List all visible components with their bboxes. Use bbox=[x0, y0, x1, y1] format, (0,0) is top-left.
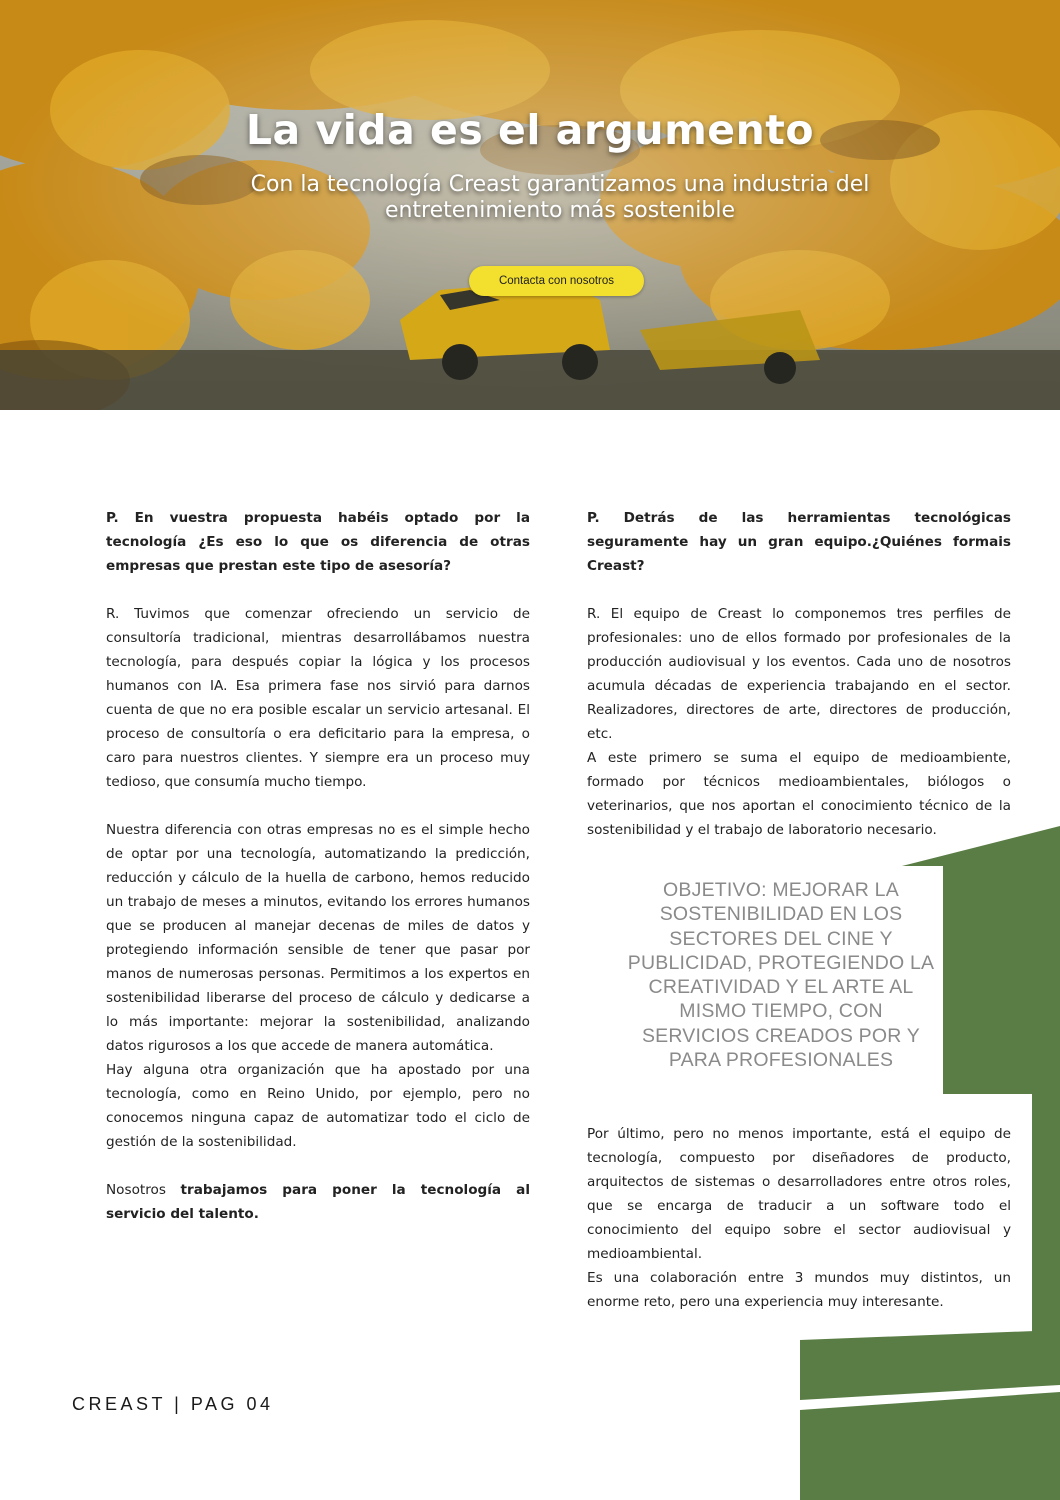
green-shape-band-1 bbox=[800, 1330, 1060, 1400]
green-shape-side bbox=[943, 866, 1060, 1094]
right-answer-paragraph-3: Por último, pero no menos importante, está el equipo de tecnología, compuesto por diseñadores de producto, arquitectos de sistemas o desarrolladores entre otros roles, que se encarga de traducir a un software todo el conocimiento del equipo sobre el sector audiovisual y medioambiental. bbox=[587, 1126, 1011, 1262]
objective-callout: OBJETIVO: MEJORAR LA SOSTENIBILIDAD EN LOS SECTORES DEL CINE Y PUBLICIDAD, PROTEGIENDO LA CREATIVIDAD Y EL ARTE AL MISMO TIEMPO, CON SERVICIOS CREADOS POR Y PARA PROFESIONALES bbox=[627, 879, 935, 1072]
right-answer-paragraph-1: R. El equipo de Creast lo componemos tres perfiles de profesionales: uno de ellos formado por profesionales de la producción audiovisual y los eventos. Cada uno de nosotros acumula décadas de experiencia trabajando en el sector. Realizadores, directores de arte, directores de producción, etc. bbox=[587, 606, 1011, 742]
right-answer-paragraph-4: Es una colaboración entre 3 mundos muy distintos, un enorme reto, pero una experiencia muy interesante. bbox=[587, 1270, 1011, 1310]
page-footer: CREAST | PAG 04 bbox=[72, 1394, 274, 1414]
right-answer-paragraph-2: A este primero se suma el equipo de medioambiente, formado por técnicos medioambientales, biólogos o veterinarios, que nos aportan el conocimiento técnico de la sostenibilidad y el trabajo de laboratorio necesario. bbox=[587, 750, 1011, 838]
left-question: P. En vuestra propuesta habéis optado por la tecnología ¿Es eso lo que os diferencia de otras empresas que prestan este tipo de asesoría? bbox=[106, 510, 530, 574]
left-answer-paragraph-1: R. Tuvimos que comenzar ofreciendo un servicio de consultoría tradicional, mientras desarrollábamos nuestra tecnología, para después copiar la lógica y los procesos humanos con IA. Esa primera fase nos sirvió para darnos cuenta de que no era posible escalar un servicio artesanal. El proceso de consultoría o era deficitario para la empresa, o caro para nuestros clientes. Y siempre era un proceso muy tedioso, que consumía mucho tiempo. bbox=[106, 606, 530, 790]
hero-subtitle-line-1: Con la tecnología Creast garantizamos una industria del bbox=[250, 172, 870, 197]
green-shape-band-2 bbox=[800, 1392, 1060, 1500]
contact-button[interactable]: Contacta con nosotros bbox=[469, 266, 644, 296]
closing-bold: trabajamos para poner la tecnología al servicio del talento. bbox=[106, 1182, 530, 1222]
left-answer-paragraph-3: Hay alguna otra organización que ha apostado por una tecnología, como en Reino Unido, por ejemplo, pero no conocemos ninguna capaz de automatizar todo el ciclo de gestión de la sostenibilidad. bbox=[106, 1062, 530, 1150]
hero-title: La vida es el argumento bbox=[245, 106, 815, 154]
closing-prefix: Nosotros bbox=[106, 1182, 181, 1198]
right-column-bottom bbox=[587, 1122, 1011, 1338]
right-question: P. Detrás de las herramientas tecnológicas seguramente hay un gran equipo.¿Quiénes formais Creast? bbox=[587, 510, 1011, 574]
hero-subtitle-line-2: entretenimiento más sostenible bbox=[384, 198, 736, 223]
green-shape-strip bbox=[1032, 1094, 1060, 1335]
left-closing-paragraph bbox=[106, 1178, 530, 1226]
right-column-top bbox=[587, 506, 1011, 866]
left-answer-paragraph-2: Nuestra diferencia con otras empresas no es el simple hecho de optar por una tecnología, automatizando la predicción, reducción y cálculo de la huella de carbono, hemos reducido un trabajo de meses a minutos, evitando los errores humanos que se producen al manejar decenas de miles de datos y protegiendo información sensible de tener que pasar por manos de numerosas personas. Permitimos a los expertos en sostenibilidad liberarse del proceso de cálculo y dedicarse a lo más importante: mejorar la sostenibilidad, analizando datos rigurosos a los que accede de manera automática. bbox=[106, 822, 530, 1054]
left-column bbox=[106, 506, 530, 1250]
